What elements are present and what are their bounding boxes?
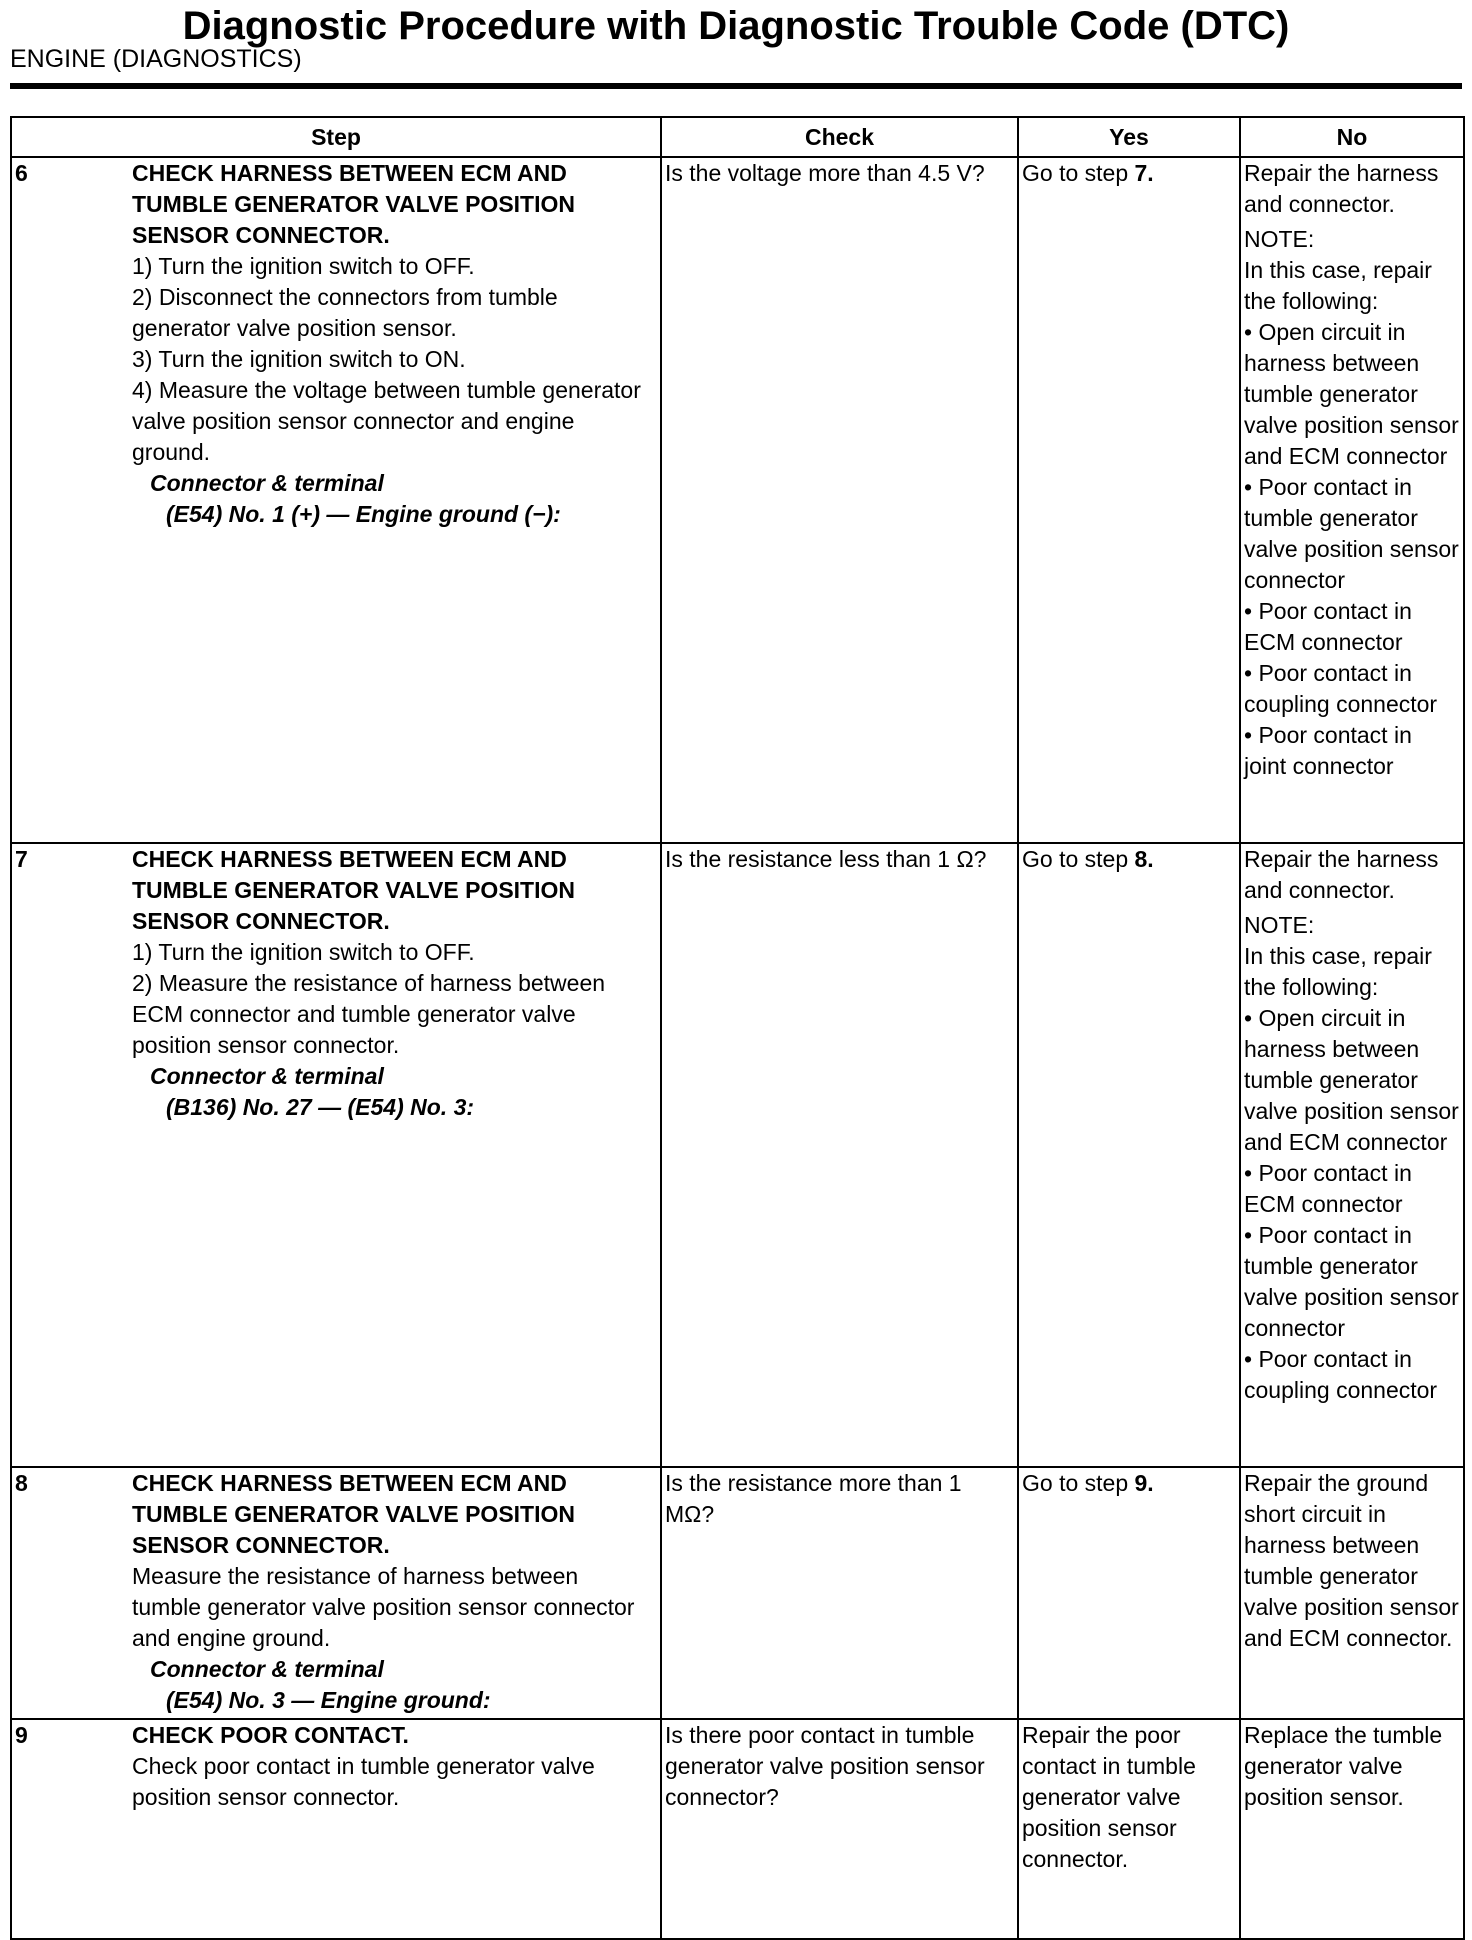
connector-label: Connector & terminal [150, 1656, 384, 1682]
step-cell [11, 1467, 661, 1719]
no-item: • Poor contact in coupling connector [1244, 660, 1438, 717]
no-cell [1240, 843, 1464, 1467]
no-cell: Replace the tumble generator valve position sensor. [1240, 1719, 1464, 1939]
yes-step: 7. [1134, 160, 1154, 186]
step-heading: CHECK POOR CONTACT. [132, 1722, 409, 1748]
check-cell: Is the resistance less than 1 Ω? [661, 843, 1018, 1467]
step-instruction: 4) Measure the voltage between tumble generator valve position sensor connector and engine ground. [132, 377, 641, 465]
yes-cell [1018, 157, 1240, 843]
table-row [11, 1467, 1464, 1719]
check-cell: Is the resistance more than 1 MΩ? [661, 1467, 1018, 1719]
no-note-intro: In this case, repair the following: [1244, 257, 1432, 314]
no-cell [1240, 1467, 1464, 1719]
yes-text: Go to step [1022, 1470, 1135, 1496]
column-header-check: Check [661, 117, 1018, 157]
section-label: ENGINE (DIAGNOSTICS) [10, 45, 302, 73]
step-instruction: 3) Turn the ignition switch to ON. [132, 346, 466, 372]
connector-label: Connector & terminal [150, 470, 384, 496]
check-cell: Is the voltage more than 4.5 V? [661, 157, 1018, 843]
yes-cell: Repair the poor contact in tumble generator valve position sensor connector. [1018, 1719, 1240, 1939]
connector-spec: (B136) No. 27 — (E54) No. 3: [166, 1094, 475, 1120]
no-main: Repair the harness and connector. [1244, 160, 1439, 217]
step-instruction: 1) Turn the ignition switch to OFF. [132, 253, 475, 279]
connector-spec: (E54) No. 1 (+) — Engine ground (−): [166, 501, 561, 527]
connector-spec: (E54) No. 3 — Engine ground: [166, 1687, 491, 1713]
column-header-yes: Yes [1018, 117, 1240, 157]
page-title: Diagnostic Procedure with Diagnostic Trouble Code (DTC) [182, 4, 1290, 48]
step-instruction: Check poor contact in tumble generator valve position sensor connector. [132, 1753, 595, 1810]
check-cell: Is there poor contact in tumble generator valve position sensor connector? [661, 1719, 1018, 1939]
step-cell [11, 157, 661, 843]
table-row [11, 1719, 1464, 1939]
no-item: • Poor contact in tumble generator valve position sensor connector [1244, 1222, 1459, 1341]
column-header-step: Step [11, 117, 661, 157]
yes-text: Go to step [1022, 846, 1135, 872]
table-header-row [11, 117, 1464, 157]
no-item: • Poor contact in joint connector [1244, 722, 1412, 779]
step-instruction: 2) Measure the resistance of harness between ECM connector and tumble generator valve position sensor connector. [132, 970, 606, 1058]
column-header-no: No [1240, 117, 1464, 157]
step-number: 6 [15, 160, 28, 186]
yes-cell [1018, 1467, 1240, 1719]
step-heading: CHECK HARNESS BETWEEN ECM AND TUMBLE GENERATOR VALVE POSITION SENSOR CONNECTOR. [132, 1470, 575, 1558]
step-number: 8 [15, 1470, 28, 1496]
step-cell [11, 1719, 661, 1939]
no-item: • Poor contact in tumble generator valve position sensor connector [1244, 474, 1459, 593]
yes-text: Go to step [1022, 160, 1135, 186]
no-item: • Poor contact in ECM connector [1244, 1160, 1412, 1217]
step-cell [11, 843, 661, 1467]
connector-label: Connector & terminal [150, 1063, 384, 1089]
no-note-label: NOTE: [1244, 226, 1315, 252]
step-heading: CHECK HARNESS BETWEEN ECM AND TUMBLE GENERATOR VALVE POSITION SENSOR CONNECTOR. [132, 160, 575, 248]
yes-step: 9. [1134, 1470, 1154, 1496]
no-item: • Open circuit in harness between tumble generator valve position sensor and ECM connector [1244, 1005, 1459, 1155]
step-heading: CHECK HARNESS BETWEEN ECM AND TUMBLE GENERATOR VALVE POSITION SENSOR CONNECTOR. [132, 846, 575, 934]
diagnostic-table [10, 116, 1465, 1940]
no-main: Repair the harness and connector. [1244, 846, 1439, 903]
table-row [11, 843, 1464, 1467]
table-row [11, 157, 1464, 843]
step-instruction: Measure the resistance of harness between tumble generator valve position sensor connector and engine ground. [132, 1563, 635, 1651]
no-main: Repair the ground short circuit in harness between tumble generator valve position sensor and ECM connector. [1244, 1470, 1459, 1651]
no-note-label: NOTE: [1244, 912, 1315, 938]
yes-cell [1018, 843, 1240, 1467]
header-rule [10, 83, 1462, 89]
step-number: 9 [15, 1722, 28, 1748]
step-instruction: 1) Turn the ignition switch to OFF. [132, 939, 475, 965]
yes-step: 8. [1134, 846, 1154, 872]
no-item: • Poor contact in coupling connector [1244, 1346, 1438, 1403]
no-item: • Poor contact in ECM connector [1244, 598, 1412, 655]
step-instruction: 2) Disconnect the connectors from tumble generator valve position sensor. [132, 284, 558, 341]
step-number: 7 [15, 846, 28, 872]
no-item: • Open circuit in harness between tumble generator valve position sensor and ECM connector [1244, 319, 1459, 469]
no-cell [1240, 157, 1464, 843]
no-note-intro: In this case, repair the following: [1244, 943, 1432, 1000]
